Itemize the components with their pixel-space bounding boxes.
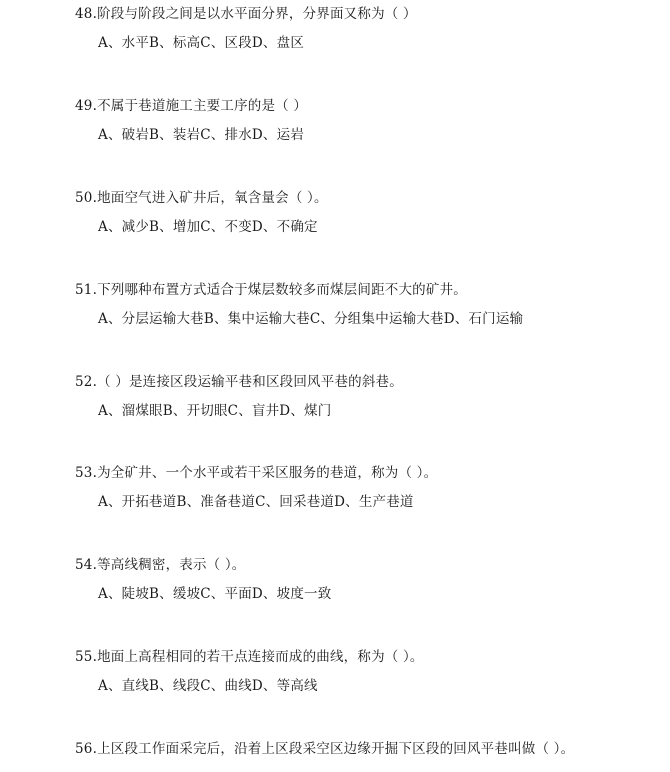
- question-51: [75, 281, 655, 328]
- question-text: 51.下列哪种布置方式适合于煤层数较多而煤层间距不大的矿井。: [75, 282, 467, 298]
- question-52: [75, 373, 655, 420]
- question-text: 50.地面空气进入矿井后，氧含量会（ ）。: [75, 190, 328, 206]
- question-options: A、破岩B、装岩C、排水D、运岩: [98, 127, 305, 143]
- question-56: [75, 740, 655, 758]
- question-options: A、直线B、线段C、曲线D、等高线: [98, 678, 318, 694]
- question-text: 56.上区段工作面采完后，沿着上区段采空区边缘开掘下区段的回风平巷叫做（ ）。: [75, 741, 575, 757]
- question-text: 52.（ ）是连接区段运输平巷和区段回风平巷的斜巷。: [75, 374, 403, 390]
- question-48: [75, 5, 655, 52]
- question-50: [75, 189, 655, 236]
- question-49: [75, 97, 655, 144]
- question-55: [75, 648, 655, 695]
- question-text: 55.地面上高程相同的若干点连接而成的曲线，称为（ ）。: [75, 649, 424, 665]
- question-text: 53.为全矿井、一个水平或若干采区服务的巷道，称为（ ）。: [75, 465, 438, 481]
- question-54: [75, 556, 655, 603]
- question-options: A、水平B、标高C、区段D、盘区: [98, 35, 305, 51]
- question-options: A、分层运输大巷B、集中运输大巷C、分组集中运输大巷D、石门运输: [98, 311, 524, 327]
- question-options: A、减少B、增加C、不变D、不确定: [98, 219, 318, 235]
- question-options: A、溜煤眼B、开切眼C、盲井D、煤门: [98, 403, 332, 419]
- question-options: A、开拓巷道B、准备巷道C、回采巷道D、生产巷道: [98, 494, 414, 510]
- question-53: [75, 464, 655, 511]
- question-text: 49.不属于巷道施工主要工序的是（ ）: [75, 98, 308, 114]
- question-text: 48.阶段与阶段之间是以水平面分界，分界面又称为（ ）: [75, 6, 417, 22]
- question-text: 54.等高线稠密，表示（ ）。: [75, 557, 246, 573]
- question-options: A、陡坡B、缓坡C、平面D、坡度一致: [98, 586, 332, 602]
